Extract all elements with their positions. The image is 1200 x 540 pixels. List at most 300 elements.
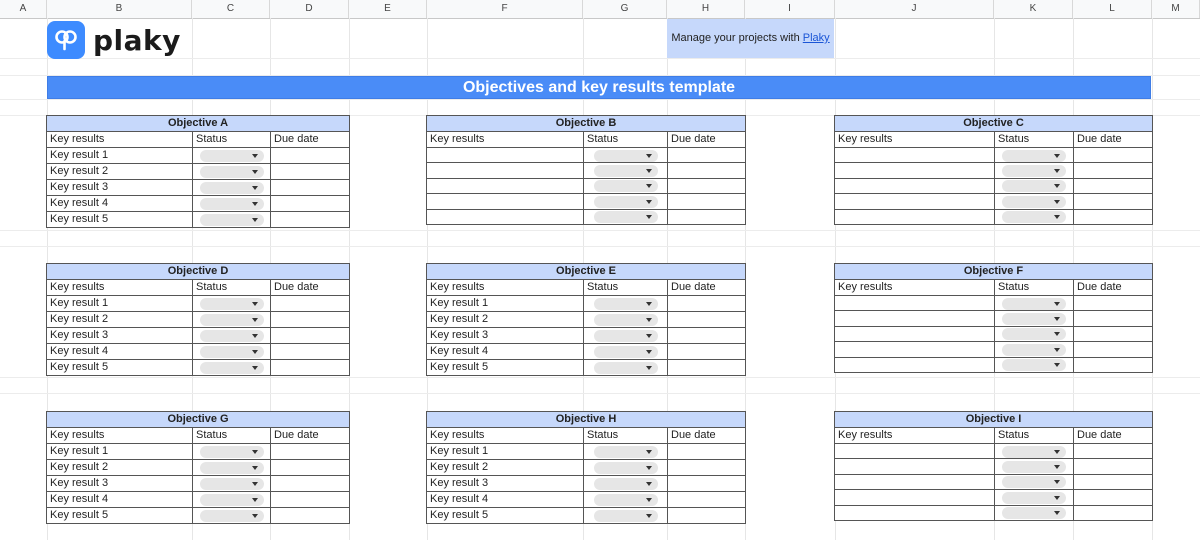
due-date-cell[interactable] — [271, 296, 350, 312]
table-row — [427, 492, 746, 508]
status-cell[interactable] — [995, 505, 1074, 520]
column-header-h[interactable]: H — [667, 0, 745, 18]
objective-table — [426, 263, 746, 376]
dropdown-arrow-icon — [1054, 215, 1060, 219]
status-dropdown[interactable] — [594, 150, 658, 162]
status-cell[interactable] — [193, 312, 271, 328]
key-results-header: Key results — [427, 280, 584, 296]
key-result-cell[interactable]: Key result 2 — [47, 312, 193, 328]
key-results-header: Key results — [427, 132, 584, 148]
status-cell[interactable] — [193, 148, 271, 164]
due-date-cell[interactable] — [1074, 194, 1153, 209]
status-cell[interactable] — [193, 180, 271, 196]
status-dropdown[interactable] — [1002, 180, 1066, 192]
column-header-k[interactable]: K — [994, 0, 1073, 18]
status-cell[interactable] — [995, 296, 1074, 311]
table-row — [835, 296, 1153, 311]
status-cell[interactable] — [995, 459, 1074, 474]
status-dropdown[interactable] — [200, 446, 264, 458]
key-result-cell[interactable]: Key result 5 — [47, 212, 193, 228]
status-cell[interactable] — [995, 326, 1074, 341]
status-cell[interactable] — [193, 212, 271, 228]
table-row — [835, 326, 1153, 341]
column-header-b[interactable]: B — [47, 0, 192, 18]
dropdown-arrow-icon — [646, 350, 652, 354]
status-dropdown[interactable] — [594, 330, 658, 342]
column-header-bar — [0, 0, 1200, 19]
due-date-cell[interactable] — [271, 328, 350, 344]
status-cell[interactable] — [584, 344, 668, 360]
dropdown-arrow-icon — [1054, 317, 1060, 321]
dropdown-arrow-icon — [252, 202, 258, 206]
status-cell[interactable] — [584, 148, 668, 163]
objective-title: Objective B — [427, 116, 746, 132]
key-result-cell[interactable]: Key result 2 — [47, 164, 193, 180]
key-result-cell[interactable]: Key result 5 — [47, 360, 193, 376]
status-dropdown[interactable] — [1002, 461, 1066, 473]
due-date-cell[interactable] — [668, 296, 746, 312]
status-dropdown[interactable] — [1002, 328, 1066, 340]
key-result-cell[interactable]: Key result 5 — [47, 508, 193, 524]
dropdown-arrow-icon — [646, 184, 652, 188]
due-date-cell[interactable] — [271, 180, 350, 196]
objective-title: Objective I — [835, 412, 1153, 428]
table-row — [47, 460, 350, 476]
status-cell[interactable] — [193, 492, 271, 508]
due-date-cell[interactable] — [668, 178, 746, 193]
status-cell[interactable] — [995, 148, 1074, 163]
key-results-header: Key results — [835, 280, 995, 296]
key-result-cell[interactable]: Key result 4 — [427, 492, 584, 508]
objective-table — [46, 263, 350, 376]
key-result-cell[interactable]: Key result 3 — [47, 328, 193, 344]
objective-table — [426, 411, 746, 524]
due-date-cell[interactable] — [1074, 326, 1153, 341]
plaky-logo — [47, 21, 181, 59]
column-header-d[interactable]: D — [270, 0, 349, 18]
dropdown-arrow-icon — [646, 318, 652, 322]
dropdown-arrow-icon — [646, 334, 652, 338]
due-date-cell[interactable] — [668, 312, 746, 328]
due-date-cell[interactable] — [1074, 311, 1153, 326]
due-date-cell[interactable] — [668, 163, 746, 178]
dropdown-arrow-icon — [252, 350, 258, 354]
due-date-cell[interactable] — [271, 148, 350, 164]
status-dropdown[interactable] — [1002, 492, 1066, 504]
key-result-cell[interactable]: Key result 1 — [47, 296, 193, 312]
dropdown-arrow-icon — [646, 302, 652, 306]
table-row — [835, 311, 1153, 326]
status-cell[interactable] — [193, 344, 271, 360]
due-date-cell[interactable] — [1074, 148, 1153, 163]
status-dropdown[interactable] — [1002, 313, 1066, 325]
due-date-cell[interactable] — [271, 508, 350, 524]
status-dropdown[interactable] — [200, 214, 264, 226]
column-header-m[interactable]: M — [1152, 0, 1200, 18]
due-date-cell[interactable] — [271, 164, 350, 180]
table-row — [427, 444, 746, 460]
status-dropdown[interactable] — [200, 478, 264, 490]
key-result-cell[interactable]: Key result 4 — [427, 344, 584, 360]
key-result-cell[interactable]: Key result 4 — [47, 196, 193, 212]
due-date-cell[interactable] — [271, 476, 350, 492]
due-date-header: Due date — [271, 280, 350, 296]
objective-title: Objective E — [427, 264, 746, 280]
column-header-i[interactable]: I — [745, 0, 835, 18]
column-header-f[interactable]: F — [427, 0, 583, 18]
status-cell[interactable] — [193, 460, 271, 476]
due-date-header: Due date — [271, 132, 350, 148]
dropdown-arrow-icon — [646, 169, 652, 173]
table-row — [47, 296, 350, 312]
due-date-cell[interactable] — [1074, 178, 1153, 193]
status-dropdown[interactable] — [594, 446, 658, 458]
dropdown-arrow-icon — [252, 170, 258, 174]
status-cell[interactable] — [193, 508, 271, 524]
key-result-cell[interactable]: Key result 1 — [47, 444, 193, 460]
status-header: Status — [584, 132, 668, 148]
status-dropdown[interactable] — [200, 150, 264, 162]
table-row — [835, 444, 1153, 459]
status-dropdown[interactable] — [594, 165, 658, 177]
key-result-cell[interactable]: Key result 3 — [47, 180, 193, 196]
due-date-cell[interactable] — [271, 212, 350, 228]
due-date-header: Due date — [271, 428, 350, 444]
table-row — [835, 342, 1153, 357]
due-date-cell[interactable] — [271, 460, 350, 476]
objective-table — [426, 115, 746, 225]
status-dropdown[interactable] — [1002, 359, 1066, 371]
dropdown-arrow-icon — [252, 318, 258, 322]
status-cell[interactable] — [584, 360, 668, 376]
status-cell[interactable] — [584, 444, 668, 460]
due-date-cell[interactable] — [668, 360, 746, 376]
status-cell[interactable] — [193, 296, 271, 312]
due-date-cell[interactable] — [1074, 163, 1153, 178]
status-dropdown[interactable] — [1002, 211, 1066, 223]
key-result-cell[interactable]: Key result 4 — [47, 344, 193, 360]
key-result-cell[interactable] — [835, 148, 995, 163]
dropdown-arrow-icon — [1054, 480, 1060, 484]
status-dropdown[interactable] — [200, 166, 264, 178]
status-dropdown[interactable] — [594, 346, 658, 358]
table-row — [835, 459, 1153, 474]
brand-name: plaky — [93, 23, 181, 57]
key-result-cell[interactable] — [835, 459, 995, 474]
table-row — [427, 296, 746, 312]
plaky-logo-icon — [47, 21, 85, 59]
promo-text: Manage your projects with — [671, 32, 803, 44]
key-result-cell[interactable] — [835, 326, 995, 341]
status-header: Status — [193, 280, 271, 296]
status-cell[interactable] — [584, 460, 668, 476]
due-date-cell[interactable] — [668, 476, 746, 492]
dropdown-arrow-icon — [646, 154, 652, 158]
status-dropdown[interactable] — [594, 478, 658, 490]
dropdown-arrow-icon — [1054, 200, 1060, 204]
status-header: Status — [584, 280, 668, 296]
status-cell[interactable] — [995, 490, 1074, 505]
objective-table — [834, 411, 1153, 521]
column-header-a[interactable]: A — [0, 0, 47, 18]
dropdown-arrow-icon — [252, 154, 258, 158]
column-header-e[interactable]: E — [349, 0, 427, 18]
table-row — [835, 194, 1153, 209]
status-dropdown[interactable] — [1002, 476, 1066, 488]
key-results-header: Key results — [47, 132, 193, 148]
due-date-cell[interactable] — [1074, 459, 1153, 474]
due-date-cell[interactable] — [271, 344, 350, 360]
key-result-cell[interactable] — [427, 194, 584, 209]
status-cell[interactable] — [193, 476, 271, 492]
due-date-cell[interactable] — [1074, 474, 1153, 489]
gridline — [0, 393, 1200, 394]
status-cell[interactable] — [193, 360, 271, 376]
table-row — [427, 476, 746, 492]
dropdown-arrow-icon — [252, 466, 258, 470]
key-result-cell[interactable] — [427, 163, 584, 178]
status-cell[interactable] — [995, 474, 1074, 489]
status-dropdown[interactable] — [594, 211, 658, 223]
status-dropdown[interactable] — [594, 196, 658, 208]
due-date-header: Due date — [668, 280, 746, 296]
key-result-cell[interactable]: Key result 5 — [427, 508, 584, 524]
due-date-cell[interactable] — [668, 444, 746, 460]
table-row — [47, 164, 350, 180]
status-header: Status — [193, 132, 271, 148]
due-date-cell[interactable] — [271, 196, 350, 212]
status-cell[interactable] — [193, 444, 271, 460]
due-date-cell[interactable] — [271, 360, 350, 376]
status-cell[interactable] — [193, 164, 271, 180]
table-row — [427, 344, 746, 360]
table-row — [47, 344, 350, 360]
key-result-cell[interactable]: Key result 2 — [47, 460, 193, 476]
status-dropdown[interactable] — [1002, 165, 1066, 177]
table-row — [427, 460, 746, 476]
column-header-g[interactable]: G — [583, 0, 667, 18]
key-result-cell[interactable]: Key result 1 — [427, 444, 584, 460]
key-result-cell[interactable]: Key result 1 — [47, 148, 193, 164]
due-date-cell[interactable] — [1074, 342, 1153, 357]
status-cell[interactable] — [584, 194, 668, 209]
status-cell[interactable] — [995, 357, 1074, 372]
status-cell[interactable] — [584, 296, 668, 312]
dropdown-arrow-icon — [252, 218, 258, 222]
key-result-cell[interactable]: Key result 1 — [427, 296, 584, 312]
due-date-cell[interactable] — [668, 148, 746, 163]
dropdown-arrow-icon — [1054, 348, 1060, 352]
status-dropdown[interactable] — [200, 182, 264, 194]
due-date-cell[interactable] — [668, 344, 746, 360]
dropdown-arrow-icon — [646, 366, 652, 370]
due-date-cell[interactable] — [1074, 209, 1153, 224]
column-header-l[interactable]: L — [1073, 0, 1152, 18]
table-row — [427, 148, 746, 163]
key-result-cell[interactable]: Key result 5 — [427, 360, 584, 376]
key-results-header: Key results — [47, 428, 193, 444]
due-date-cell[interactable] — [271, 492, 350, 508]
due-date-cell[interactable] — [1074, 505, 1153, 520]
table-row — [427, 163, 746, 178]
status-dropdown[interactable] — [200, 298, 264, 310]
due-date-cell[interactable] — [668, 328, 746, 344]
table-row — [835, 178, 1153, 193]
status-header: Status — [193, 428, 271, 444]
due-date-cell[interactable] — [1074, 296, 1153, 311]
table-row — [427, 360, 746, 376]
key-result-cell[interactable] — [427, 178, 584, 193]
table-row — [427, 508, 746, 524]
dropdown-arrow-icon — [1054, 302, 1060, 306]
dropdown-arrow-icon — [252, 482, 258, 486]
objective-title: Objective D — [47, 264, 350, 280]
status-dropdown[interactable] — [594, 462, 658, 474]
key-result-cell[interactable] — [835, 444, 995, 459]
key-result-cell[interactable] — [835, 311, 995, 326]
status-dropdown[interactable] — [200, 198, 264, 210]
table-row — [427, 312, 746, 328]
dropdown-arrow-icon — [646, 450, 652, 454]
template-title-banner: Objectives and key results template — [47, 76, 1151, 99]
column-header-j[interactable]: J — [835, 0, 994, 18]
table-row — [47, 492, 350, 508]
status-cell[interactable] — [193, 328, 271, 344]
status-cell[interactable] — [584, 178, 668, 193]
status-cell[interactable] — [193, 196, 271, 212]
key-result-cell[interactable] — [835, 490, 995, 505]
key-result-cell[interactable] — [835, 505, 995, 520]
objective-title: Objective C — [835, 116, 1153, 132]
due-date-cell[interactable] — [668, 492, 746, 508]
status-header: Status — [584, 428, 668, 444]
plaky-link[interactable]: Plaky — [802, 32, 830, 44]
status-cell[interactable] — [995, 311, 1074, 326]
status-dropdown[interactable] — [200, 462, 264, 474]
status-dropdown[interactable] — [594, 298, 658, 310]
status-dropdown[interactable] — [1002, 446, 1066, 458]
key-result-cell[interactable] — [835, 209, 995, 224]
table-row — [47, 148, 350, 164]
dropdown-arrow-icon — [252, 514, 258, 518]
due-date-cell[interactable] — [271, 444, 350, 460]
dropdown-arrow-icon — [646, 498, 652, 502]
status-dropdown[interactable] — [594, 510, 658, 522]
status-cell[interactable] — [584, 312, 668, 328]
objective-table — [46, 411, 350, 524]
table-row — [835, 163, 1153, 178]
column-header-c[interactable]: C — [192, 0, 270, 18]
status-cell[interactable] — [584, 209, 668, 224]
dropdown-arrow-icon — [1054, 450, 1060, 454]
key-results-header: Key results — [835, 132, 995, 148]
dropdown-arrow-icon — [646, 482, 652, 486]
key-results-header: Key results — [427, 428, 584, 444]
status-dropdown[interactable] — [594, 362, 658, 374]
due-date-header: Due date — [1074, 428, 1153, 444]
status-dropdown[interactable] — [594, 314, 658, 326]
key-result-cell[interactable] — [427, 148, 584, 163]
status-dropdown[interactable] — [200, 314, 264, 326]
status-dropdown[interactable] — [1002, 196, 1066, 208]
table-row — [427, 328, 746, 344]
dropdown-arrow-icon — [646, 215, 652, 219]
gridline — [0, 377, 1200, 378]
due-date-cell[interactable] — [1074, 444, 1153, 459]
table-row — [427, 194, 746, 209]
key-result-cell[interactable]: Key result 3 — [427, 328, 584, 344]
status-dropdown[interactable] — [200, 510, 264, 522]
gridline — [0, 246, 1200, 247]
key-result-cell[interactable] — [835, 474, 995, 489]
status-cell[interactable] — [995, 444, 1074, 459]
table-row — [835, 148, 1153, 163]
table-row — [427, 209, 746, 224]
due-date-cell[interactable] — [668, 209, 746, 224]
status-dropdown[interactable] — [200, 494, 264, 506]
due-date-cell[interactable] — [668, 194, 746, 209]
status-cell[interactable] — [995, 209, 1074, 224]
due-date-cell[interactable] — [1074, 490, 1153, 505]
table-row — [835, 505, 1153, 520]
key-result-cell[interactable]: Key result 2 — [427, 312, 584, 328]
key-result-cell[interactable]: Key result 3 — [427, 476, 584, 492]
status-cell[interactable] — [995, 194, 1074, 209]
status-dropdown[interactable] — [594, 180, 658, 192]
due-date-header: Due date — [668, 428, 746, 444]
status-dropdown[interactable] — [200, 346, 264, 358]
due-date-cell[interactable] — [668, 460, 746, 476]
status-cell[interactable] — [995, 163, 1074, 178]
key-result-cell[interactable]: Key result 3 — [47, 476, 193, 492]
key-result-cell[interactable] — [835, 342, 995, 357]
due-date-cell[interactable] — [271, 312, 350, 328]
dropdown-arrow-icon — [252, 302, 258, 306]
status-dropdown[interactable] — [200, 330, 264, 342]
key-result-cell[interactable] — [835, 357, 995, 372]
status-cell[interactable] — [584, 163, 668, 178]
table-row — [835, 209, 1153, 224]
key-result-cell[interactable]: Key result 2 — [427, 460, 584, 476]
status-cell[interactable] — [995, 178, 1074, 193]
key-result-cell[interactable] — [427, 209, 584, 224]
key-result-cell[interactable] — [835, 163, 995, 178]
key-result-cell[interactable] — [835, 178, 995, 193]
status-cell[interactable] — [584, 508, 668, 524]
due-date-cell[interactable] — [1074, 357, 1153, 372]
dropdown-arrow-icon — [646, 466, 652, 470]
status-cell[interactable] — [584, 476, 668, 492]
status-dropdown[interactable] — [200, 362, 264, 374]
key-result-cell[interactable]: Key result 4 — [47, 492, 193, 508]
status-dropdown[interactable] — [1002, 150, 1066, 162]
status-dropdown[interactable] — [1002, 298, 1066, 310]
promo-cell — [667, 19, 834, 58]
objective-title: Objective A — [47, 116, 350, 132]
status-dropdown[interactable] — [594, 494, 658, 506]
status-cell[interactable] — [584, 492, 668, 508]
table-row — [835, 357, 1153, 372]
status-cell[interactable] — [584, 328, 668, 344]
objective-table — [834, 263, 1153, 373]
key-result-cell[interactable] — [835, 296, 995, 311]
status-dropdown[interactable] — [1002, 507, 1066, 519]
status-dropdown[interactable] — [1002, 344, 1066, 356]
dropdown-arrow-icon — [646, 200, 652, 204]
due-date-cell[interactable] — [668, 508, 746, 524]
status-cell[interactable] — [995, 342, 1074, 357]
key-result-cell[interactable] — [835, 194, 995, 209]
